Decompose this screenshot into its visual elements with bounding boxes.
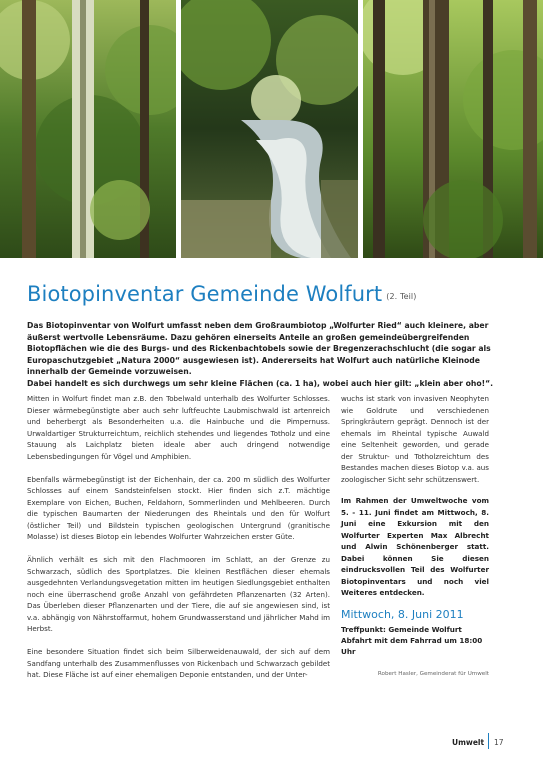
title-main: Biotopinventar Gemeinde Wolfurt xyxy=(27,282,383,306)
tree-trunks-photo xyxy=(363,0,543,258)
meeting-info xyxy=(341,624,489,657)
left-column xyxy=(27,393,330,692)
departure-time: Abfahrt mit dem Fahrrad um 18:00 Uhr xyxy=(341,636,483,656)
footer-section: Umwelt xyxy=(452,738,485,747)
forest-trees-photo xyxy=(0,0,176,258)
right-column xyxy=(341,393,489,681)
event-announcement: Im Rahmen der Umweltwoche vom 5. - 11. Juni findet am Mittwoch, 8. Juni eine Exkursion mit den Wolfurter Experten Max Albrecht und Alwin Schönenberger statt. Dabei können Sie diesen eindrucksvollen Teil des Wolfurter Biotopinventars und noch viel Weiteres entdecken. xyxy=(341,496,489,597)
article-title xyxy=(27,282,527,306)
title-suffix: (2. Teil) xyxy=(386,292,417,301)
author-credit: Robert Hasler, Gemeinderat für Umwelt xyxy=(377,671,489,677)
meeting-point: Treffpunkt: Gemeinde Wolfurt xyxy=(341,625,462,634)
stream-photo xyxy=(181,0,358,258)
lead-text-2: Dabei handelt es sich durchwegs um sehr kleine Flächen (ca. 1 ha), wobei auch hier gilt: „klein aber oho!“. xyxy=(27,378,494,388)
paragraph-tobelwald: Mitten in Wolfurt findet man z.B. den Tobelwald unterhalb des Wolfurter Schlosses. Dieser wärmebegünstigte aber auch sehr luftfeuchte Laubmischwald ist artenreich und beherbergt als Besonderheiten u.a. die Hainbuche und die Pimpernuss. Urwaldartiger Strukturreichtum, reichlich stehendes und liegendes Totholz und eine Stauung als Laichplatz bieten ideale aber auch dringend notwendige Lebensbedingungen für Vögel und Amphibien. xyxy=(27,394,330,461)
event-heading: Mittwoch, 8. Juni 2011 xyxy=(341,607,464,621)
paragraph-silberweidenauwald: Eine besondere Situation findet sich beim Silberweidenauwald, der sich auf dem Sandfang unterhalb des Zusammenflusses von Rickenbach und Schwarzach gebildet hat. Diese Fläche ist auf einer ehemaligen Deponie entstanden, und der Unter- xyxy=(27,647,330,679)
footer-divider xyxy=(488,733,489,749)
lead-text-1: Das Biotopinventar von Wolfurt umfasst neben dem Großraumbiotop „Wolfurter Ried“ auch kleinere, aber äußerst wertvolle Lebensräume. Dazu gehören einerseits Anteile an großen gemeindeübergreifenden Biotopflächen wie die des Burgs- und des Rickenbachtobels sowie der Bregenzerachschlucht (die sogar als Europaschutzgebiet „Natura 2000“ ausgewiesen ist). Andererseits hat Wolfurt auch natürliche Kleinode innerhalb der Gemeinde vorzuweisen. xyxy=(27,321,491,377)
page-number: 17 xyxy=(494,738,504,747)
paragraph-eichenhain: Ebenfalls wärmebegünstigt ist der Eichenhain, der ca. 200 m südlich des Wolfurter Schlosses auf einem Sandsteinfelsen stockt. Hier finden sich z.T. mächtige Exemplare von Eichen, Buchen, Feldahorn, Sommerlinden und Mehlbeeren. Durch die typischen Baumarten der Niederungen des Rheintals und den für Wolfurt (östlicher Teil) und Bildstein typischen geologischen Untergrund (granitische Molasse) ist dieses Biotop ein lebendes Wolfurter Wahrzeichen erster Güte. xyxy=(27,474,330,541)
photo-strip xyxy=(0,0,543,258)
lead-paragraph xyxy=(27,320,521,390)
paragraph-flachmoore: Ähnlich verhält es sich mit den Flachmooren im Schlatt, an der Grenze zu Schwarzach, südlich des Sportplatzes. Die kleinen Restflächen dieser ehemals ausgedehnten Verlandungsvegetation mitten im heutigen Siedlungsgebiet enthalten noch eine überraschend große Anzahl von gefährdeten Pflanzenarten (32 Arten). Das Überleben dieser Pflanzenarten und der Tiere, die auf sie angewiesen sind, ist v.a. abhängig von Nährstoffarmut, hohem Grundwasserstand und jährlicher Mahd im Herbst. xyxy=(27,555,330,633)
paragraph-continuation: wuchs ist stark von invasiven Neophyten wie Goldrute und verschiedenen Springkräutern geprägt. Dennoch ist der ehemals im Rheintal typische Auwald eine Seltenheit geworden, und gerade der Struktur- und Totholzreichtum des Bestandes machen dieses Biotop v.a. aus zoologischer Sicht sehr schützenswert. xyxy=(341,394,489,484)
